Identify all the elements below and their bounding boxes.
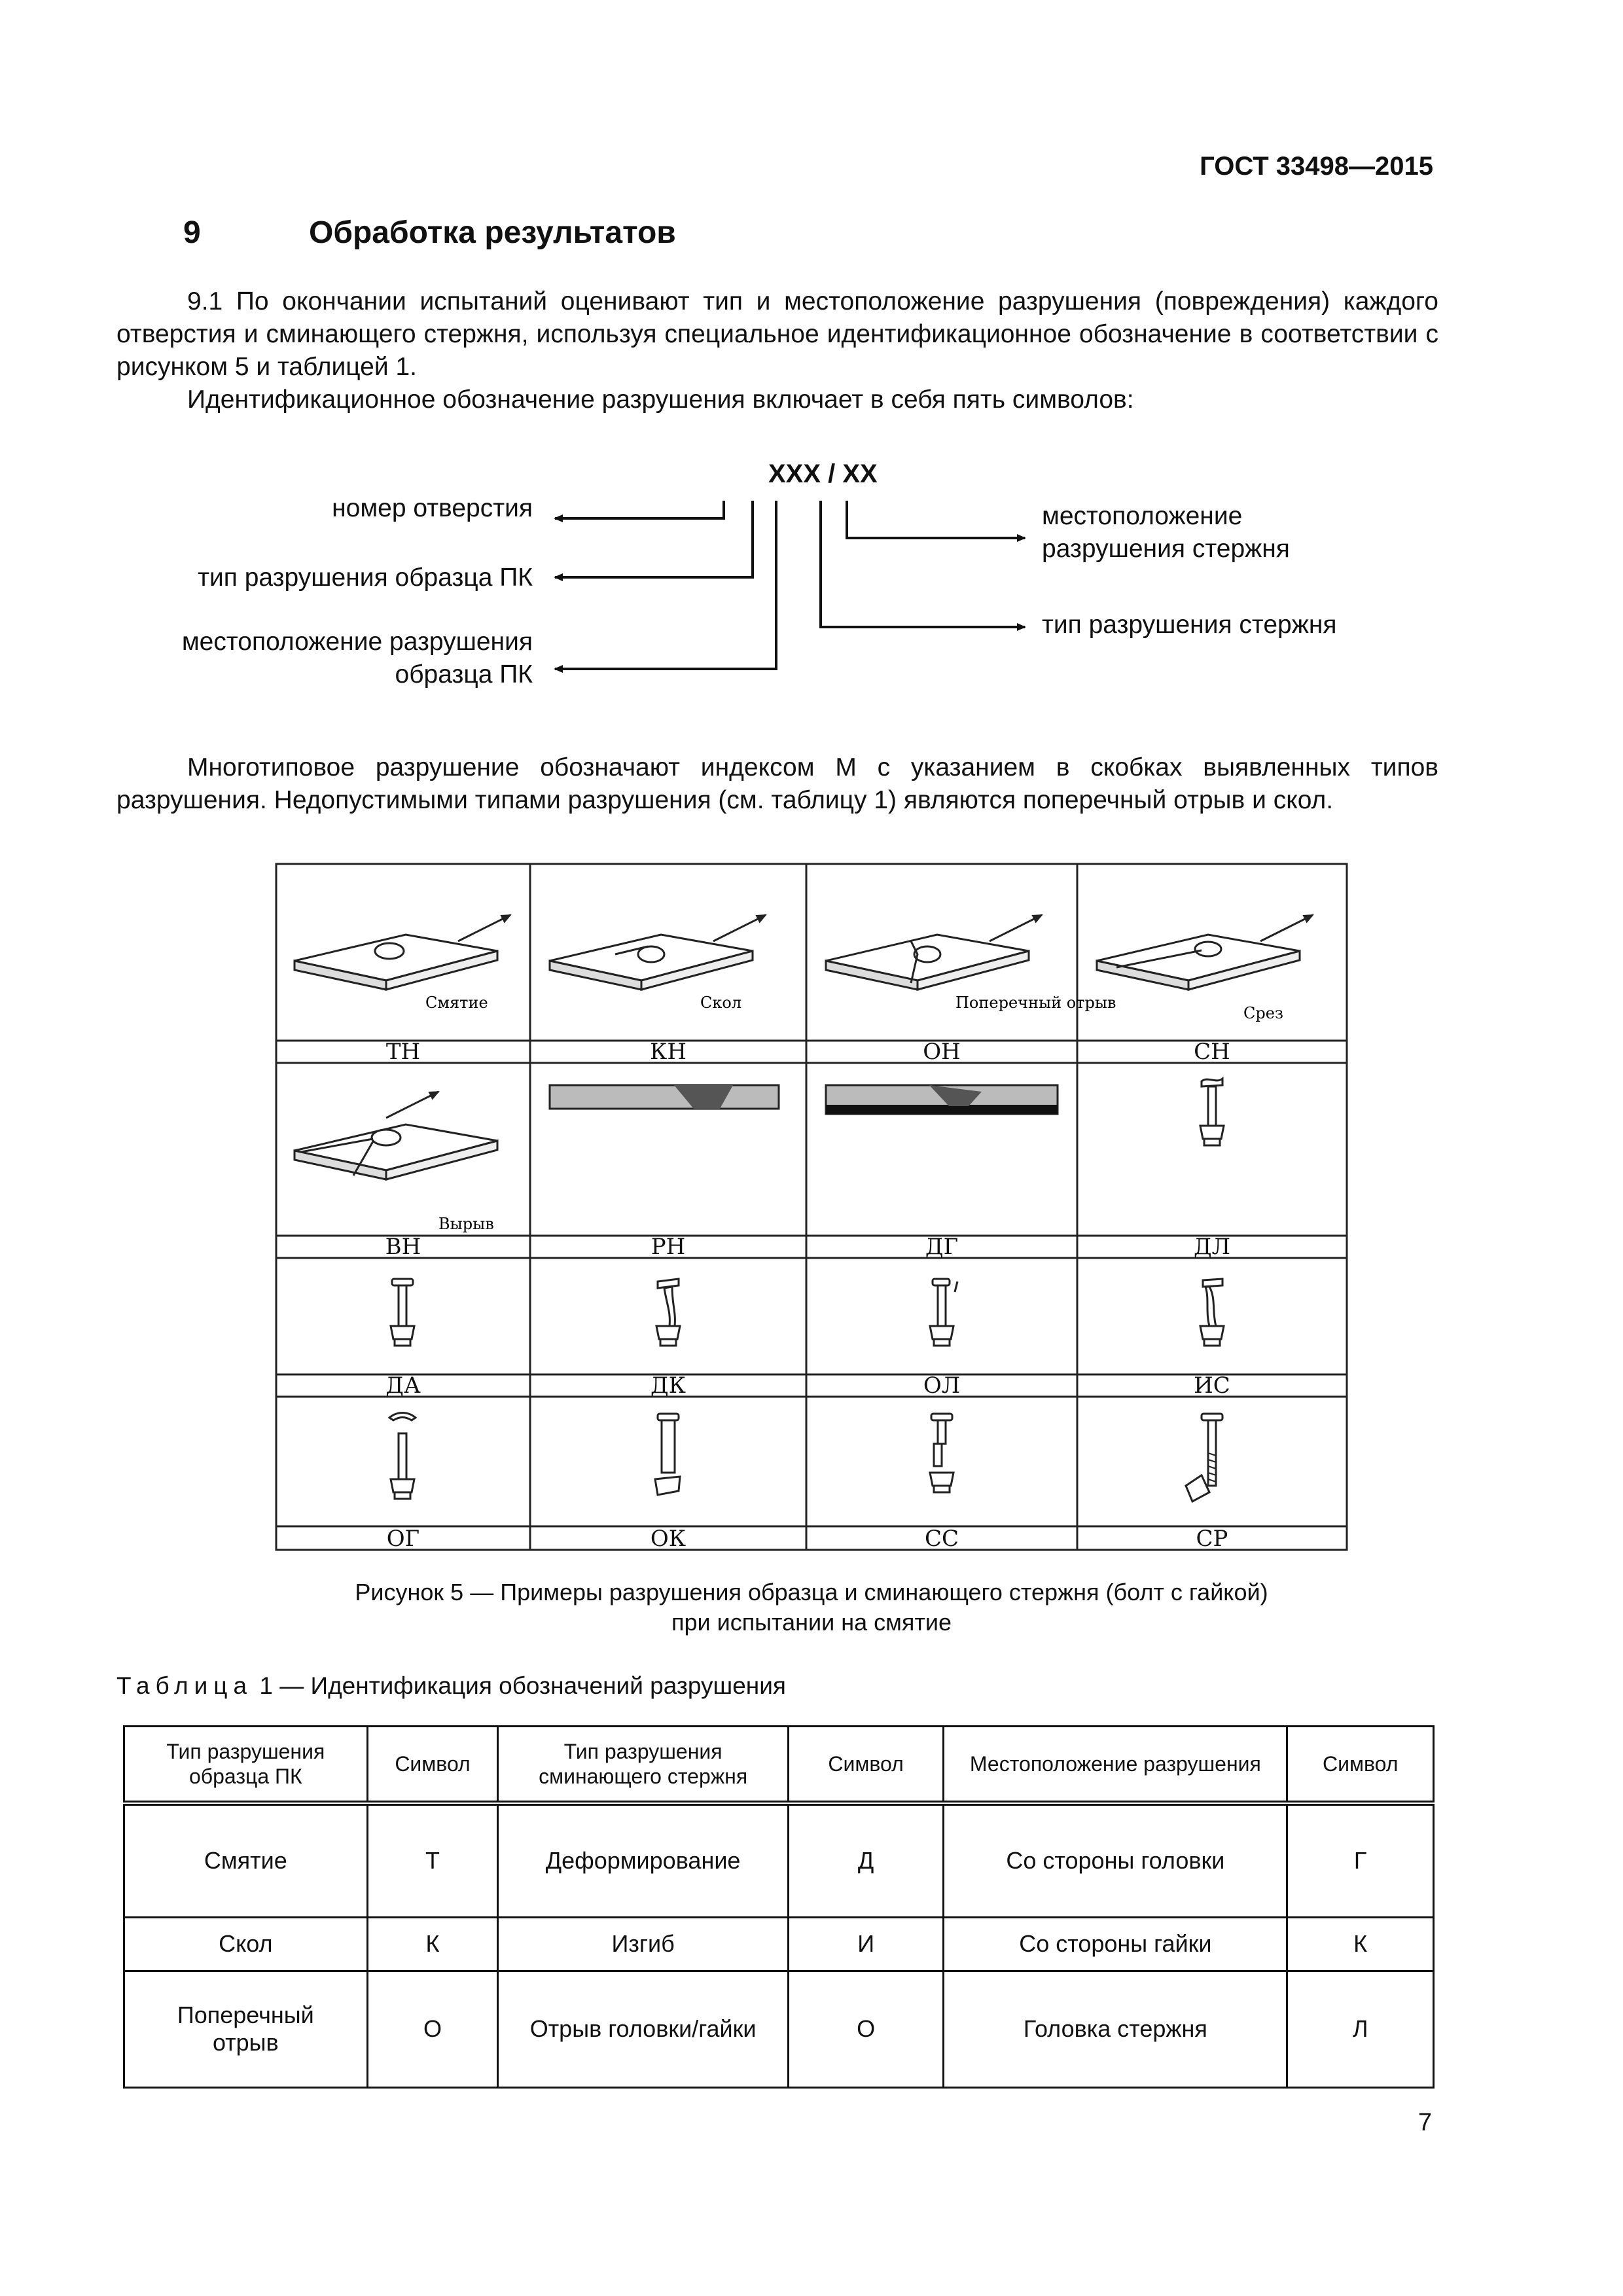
table-cell: Скол xyxy=(124,1917,368,1971)
section-title: Обработка результатов xyxy=(309,215,676,250)
code-kn: КН xyxy=(650,1039,687,1065)
table-cell: Поперечный отрыв xyxy=(124,1971,368,2087)
drawing-ok xyxy=(655,1414,680,1495)
table-header-cell: Символ xyxy=(367,1727,498,1804)
code-dg: ДГ xyxy=(925,1234,959,1260)
label-rod-location-1: местоположение xyxy=(1042,502,1243,530)
table-cell: Со стороны головки xyxy=(944,1803,1287,1917)
table-cell: Со стороны гайки xyxy=(944,1917,1287,1971)
label-specimen-location-1: местоположение разрушения xyxy=(181,628,533,656)
diagram-code: XXX / XX xyxy=(768,459,878,488)
table-cell: Л xyxy=(1287,1971,1434,2087)
table-cell: К xyxy=(1287,1917,1434,1971)
table-cell: Отрыв головки/гайки xyxy=(498,1971,788,2087)
code-ss: СС xyxy=(924,1526,959,1551)
table-cell: О xyxy=(788,1971,944,2087)
drawing-sn xyxy=(1097,915,1313,990)
table-cell: Смятие xyxy=(124,1803,368,1917)
drawing-ss xyxy=(930,1414,954,1492)
figure-5 xyxy=(275,863,1348,1551)
code-sr: СР xyxy=(1196,1526,1228,1551)
label-rod-location-2: разрушения стержня xyxy=(1042,535,1290,563)
arrow-rod-type xyxy=(821,501,1025,627)
table-caption-text: 1 — Идентификация обозначений разрушения xyxy=(253,1672,786,1699)
figure-5-drawing xyxy=(275,863,1348,1551)
table-caption xyxy=(116,1672,786,1700)
arrow-specimen-location xyxy=(555,501,776,669)
paragraph-five-symbols-text: Идентификационное обозначение разрушения включает в себя пять символов: xyxy=(187,386,1134,414)
drawing-is xyxy=(1200,1279,1224,1346)
drawing-og xyxy=(389,1413,416,1499)
code-dl: ДЛ xyxy=(1193,1234,1231,1260)
code-og: ОГ xyxy=(386,1526,420,1551)
drawing-vn xyxy=(294,1092,497,1179)
drawing-ol xyxy=(930,1279,957,1346)
caption-vn: Вырыв xyxy=(438,1215,494,1233)
table-cell: О xyxy=(367,1971,498,2087)
arrow-hole-number xyxy=(555,501,724,518)
table-header-cell: Местоположение разрушения xyxy=(944,1727,1287,1804)
table-row xyxy=(124,1917,1434,1971)
caption-kn: Скол xyxy=(700,994,742,1012)
figure-caption-line-2: при испытании на смятие xyxy=(671,1609,952,1636)
table-cell: И xyxy=(788,1917,944,1971)
table-cell: Д xyxy=(788,1803,944,1917)
section-number: 9 xyxy=(183,215,201,250)
table-header-row xyxy=(124,1727,1434,1804)
paragraph-multitype-text: Многотиповое разрушение обозначают индексом М с указанием в скобках выявленных типов разрушения. Недопустимыми типами разрушения (см. таблицу 1) являются поперечный отрыв и скол. xyxy=(116,753,1438,814)
drawing-on xyxy=(826,915,1042,990)
label-specimen-location-2: образца ПК xyxy=(395,660,533,689)
drawing-sr xyxy=(1186,1414,1222,1501)
table-cell: Г xyxy=(1287,1803,1434,1917)
drawing-kn xyxy=(550,915,766,990)
code-sn: СН xyxy=(1194,1039,1230,1065)
caption-tn: Смятие xyxy=(425,994,488,1012)
drawing-dl xyxy=(1200,1079,1224,1145)
code-vn: ВН xyxy=(385,1234,421,1260)
table-header-cell: Символ xyxy=(788,1727,944,1804)
code-rn: РН xyxy=(651,1234,686,1260)
table-row xyxy=(124,1971,1434,2087)
arrow-rod-location xyxy=(847,501,1025,538)
standard-number: ГОСТ 33498—2015 xyxy=(1200,152,1433,181)
table-caption-prefix: Таблица xyxy=(116,1672,253,1699)
paragraph-multitype xyxy=(116,751,1438,817)
drawing-tn xyxy=(294,915,510,990)
drawing-dg xyxy=(826,1085,1058,1114)
code-on: ОН xyxy=(923,1039,961,1065)
code-da: ДА xyxy=(385,1372,421,1399)
table-cell: Т xyxy=(367,1803,498,1917)
table-cell: Изгиб xyxy=(498,1917,788,1971)
table-1 xyxy=(123,1725,1435,2089)
table-row xyxy=(124,1803,1434,1917)
code-tn: ТН xyxy=(385,1039,421,1065)
table-cell: Деформирование xyxy=(498,1803,788,1917)
drawing-rn xyxy=(550,1085,779,1109)
label-hole-number: номер отверстия xyxy=(332,494,533,522)
caption-sn: Срез xyxy=(1243,1004,1284,1022)
caption-on: Поперечный отрыв xyxy=(955,994,1116,1012)
code-ol: ОЛ xyxy=(923,1372,961,1399)
table-cell: Головка стержня xyxy=(944,1971,1287,2087)
code-is: ИС xyxy=(1194,1372,1230,1399)
label-specimen-type: тип разрушения образца ПК xyxy=(198,564,533,592)
table-header-cell: Тип разрушения сминающего стержня xyxy=(498,1727,788,1804)
drawing-da xyxy=(391,1279,414,1346)
table-cell: К xyxy=(367,1917,498,1971)
figure-caption-line-1: Рисунок 5 — Примеры разрушения образца и сминающего стержня (болт с гайкой) xyxy=(355,1579,1268,1605)
code-ok: ОК xyxy=(650,1526,687,1551)
paragraph-9-1-text: 9.1 По окончании испытаний оценивают тип и местоположение разрушения (повреждения) каждого отверстия и сминающего стержня, используя специальное идентификационное обозначение в соответствии с рисунком 5 и таблицей 1. xyxy=(116,287,1438,381)
drawing-dk xyxy=(656,1279,680,1346)
diagram-arrows xyxy=(0,0,1623,720)
table-header-cell: Символ xyxy=(1287,1727,1434,1804)
label-rod-type: тип разрушения стержня xyxy=(1042,611,1337,639)
code-dk: ДК xyxy=(651,1372,686,1399)
table-header-cell: Тип разрушения образца ПК xyxy=(124,1727,368,1804)
page-number: 7 xyxy=(1418,2109,1432,2136)
